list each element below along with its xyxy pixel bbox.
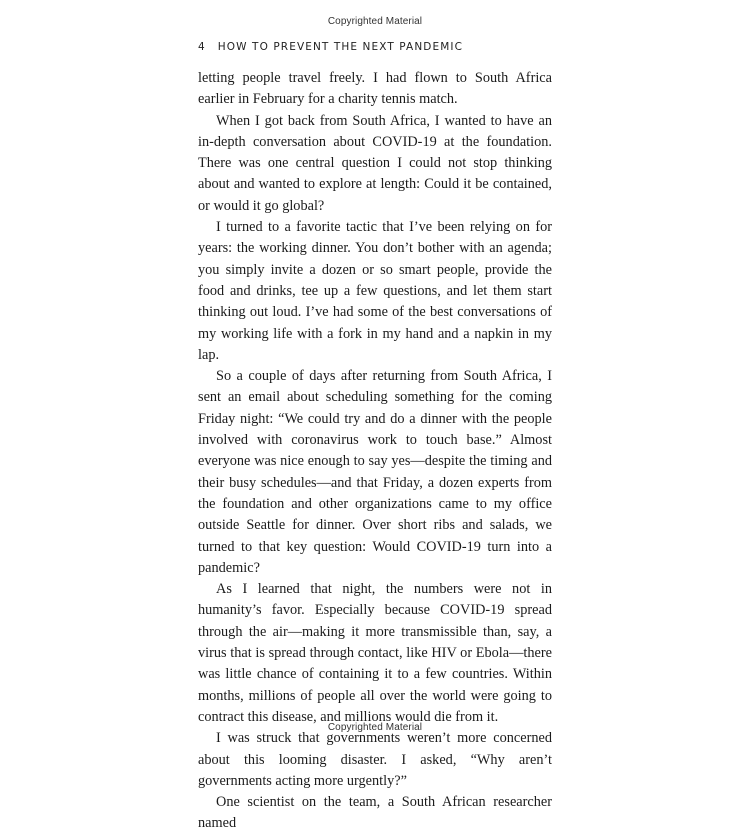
paragraph-4: So a couple of days after returning from South Africa, I sent an email about scheduling something for the coming Friday night: “We could try and do a dinner with the people involved with coronavirus work to touch base.” Almost everyone was nice enough to say yes—despite the timing and their busy schedules—and that Friday, a dozen experts from the foundation and other organizations came to my office outside Seattle for dinner. Over short ribs and salads, we turned to that key question: Would COVID-19 turn into a pandemic? — [198, 368, 552, 576]
body-text — [198, 68, 552, 835]
paragraph-3: I turned to a favorite tactic that I’ve been relying on for years: the working dinner. You don’t bother with an agenda; you simply invite a dozen or so smart people, provide the food and drinks, tee up a few questions, and let them start thinking out loud. I’ve had some of the best conversations of my working life with a fork in my hand and a napkin in my lap. — [198, 219, 552, 363]
copyright-watermark-bottom: Copyrighted Material — [327, 722, 423, 733]
paragraph-1: letting people travel freely. I had flown to South Africa earlier in February for a charity tennis match. — [198, 70, 552, 108]
copyright-watermark-top: Copyrighted Material — [327, 16, 423, 27]
running-header — [198, 41, 463, 53]
page-number: 4 — [198, 41, 206, 53]
paragraph-5: As I learned that night, the numbers were not in humanity’s favor. Especially because COVID-19 spread through the air—making it more transmissible than, say, a virus that is spread through contact, like HIV or Ebola—there was little chance of containing it to a few countries. Within months, millions of people all over the world were going to contract this disease, and millions would die from it. — [198, 581, 552, 725]
running-title: HOW TO PREVENT THE NEXT PANDEMIC — [217, 41, 463, 53]
paragraph-2: When I got back from South Africa, I wanted to have an in-depth conversation about COVID-19 at the foundation. There was one central question I could not stop thinking about and wanted to explore at length: Could it be contained, or would it go global? — [198, 112, 552, 214]
paragraph-6: I was struck that governments weren’t more concerned about this looming disaster. I asked, “Why aren’t governments acting more urgently?” — [198, 730, 552, 789]
paragraph-7: One scientist on the team, a South African researcher named — [198, 794, 552, 832]
